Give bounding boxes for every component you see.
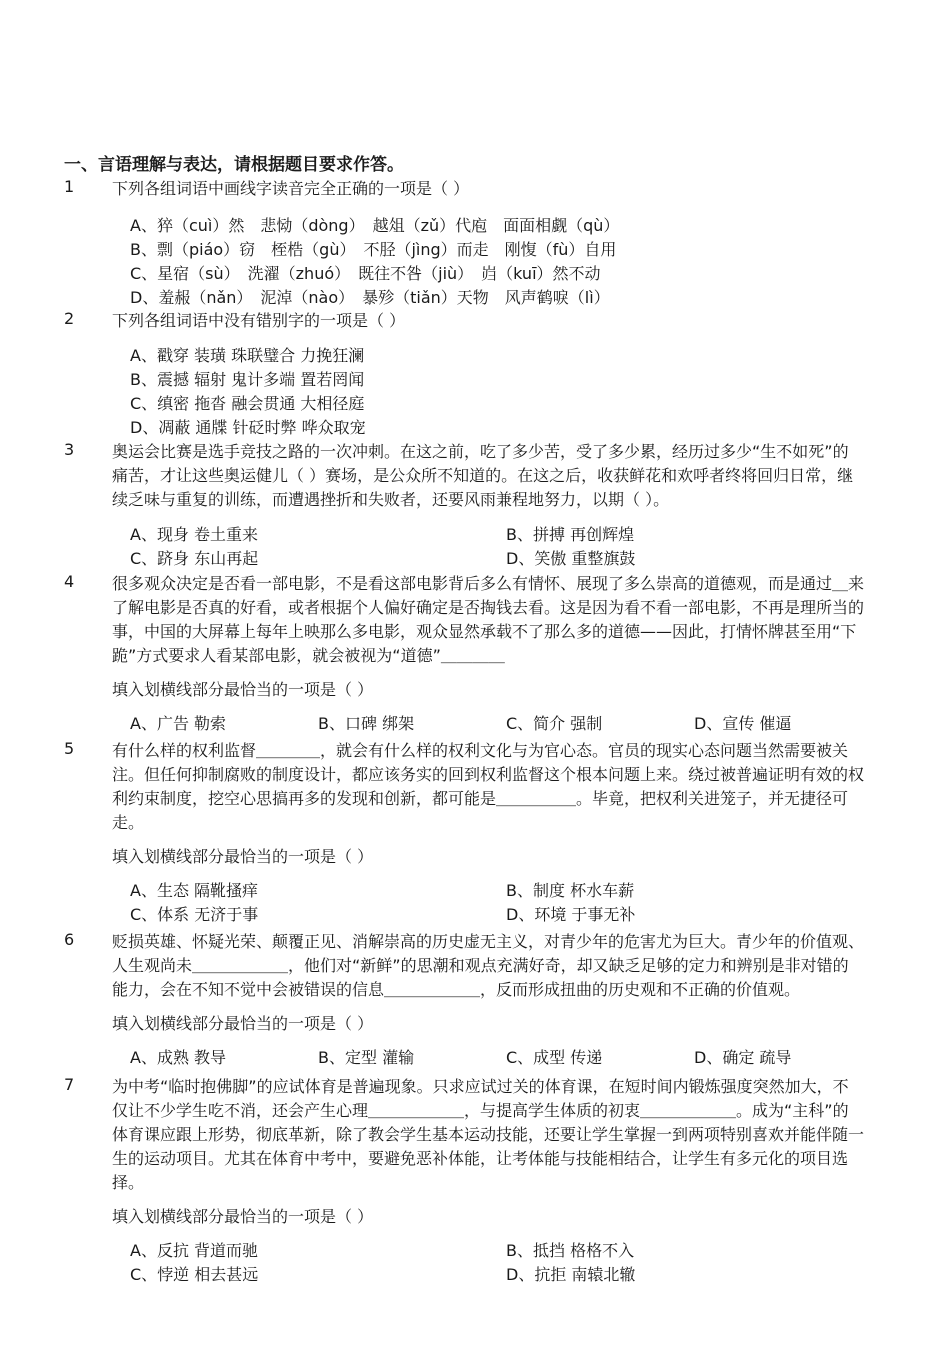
question-text: 下列各组词语中画线字读音完全正确的一项是（ ） xyxy=(112,179,470,198)
option-a: A、生态 隔靴搔痒 xyxy=(130,881,259,900)
fill-prompt: 填入划横线部分最恰当的一项是（ ） xyxy=(112,1207,374,1226)
question-text: 为中考“临时抱佛脚”的应试体育是普遍现象。只求应试过关的体育课，在短时间内锻炼强度突然加大，不仅让不少学生吃不消，还会产生心理＿＿＿＿＿＿，与提高学生体质的初衷＿＿＿＿＿＿。成为“主科”的体育课应跟上形势，彻底革新，除了教会学生基本运动技能，还要让学生掌握一到两项特别喜欢并能伴随一生的运动项目。尤其在体育中考中，要避免恶补体能，让考体能与技能相结合，让学生有多元化的项目选择。 xyxy=(112,1077,865,1192)
options xyxy=(130,712,864,736)
question-number: 5 xyxy=(64,739,75,758)
option-d: D、笑傲 重整旗鼓 xyxy=(506,549,636,568)
question-text: 有什么样的权利监督＿＿＿＿，就会有什么样的权利文化与为官心态。官员的现实心态问题当然需要被关注。但任何抑制腐败的制度设计，都应该务实的回到权利监督这个根本问题上来。绕过被普遍证明有效的权利约束制度，挖空心思搞再多的发现和创新，都可能是＿＿＿＿＿。毕竟，把权利关进笼子，并无捷径可走。 xyxy=(112,741,865,832)
option-b: B、制度 杯水车薪 xyxy=(506,881,635,900)
option-c: C、缜密 拖沓 融会贯通 大相径庭 xyxy=(130,394,365,413)
question-text: 贬损英雄、怀疑光荣、颠覆正见、消解崇高的历史虚无主义，对青少年的危害尤为巨大。青少年的价值观、人生观尚未＿＿＿＿＿＿，他们对“新鲜”的思潮和观点充满好奇，却又缺乏足够的定力和辨别是非对错的能力，会在不知不觉中会被错误的信息＿＿＿＿＿＿，反而形成扭曲的历史观和不正确的价值观。 xyxy=(112,932,865,999)
fill-prompt: 填入划横线部分最恰当的一项是（ ） xyxy=(112,847,374,866)
question-number: 1 xyxy=(64,177,75,196)
option-b: B、口碑 绑架 xyxy=(318,714,415,733)
question-number: 4 xyxy=(64,572,75,591)
options xyxy=(130,523,864,571)
question-3 xyxy=(64,440,864,571)
option-b: B、拼搏 再创辉煌 xyxy=(506,525,635,544)
option-b: B、抵挡 格格不入 xyxy=(506,1241,635,1260)
option-d: D、确定 疏导 xyxy=(694,1048,792,1067)
option-a: A、戳穿 装璜 珠联璧合 力挽狂澜 xyxy=(130,346,365,365)
option-c: C、简介 强制 xyxy=(506,714,603,733)
option-b: B、剽（piáo）窃 桎梏（gù） 不胫（jìng）而走 刚愎（fù）自用 xyxy=(130,240,617,259)
option-a: A、广告 勒索 xyxy=(130,714,227,733)
fill-prompt: 填入划横线部分最恰当的一项是（ ） xyxy=(112,1014,374,1033)
question-1 xyxy=(64,177,864,310)
question-number: 2 xyxy=(64,309,75,328)
option-a: A、猝（cuì）然 悲恸（dòng） 越俎（zǔ）代庖 面面相觑（qù） xyxy=(130,216,620,235)
question-2 xyxy=(64,309,864,440)
option-b: B、定型 灌输 xyxy=(318,1048,415,1067)
question-number: 6 xyxy=(64,930,75,949)
option-d: D、宣传 催逼 xyxy=(694,714,792,733)
option-c: C、星宿（sù） 洗濯（zhuó） 既往不咎（jiù） 岿（kuī）然不动 xyxy=(130,264,601,283)
option-c: C、成型 传递 xyxy=(506,1048,603,1067)
option-a: A、反抗 背道而驰 xyxy=(130,1241,259,1260)
question-4 xyxy=(64,572,864,736)
fill-prompt: 填入划横线部分最恰当的一项是（ ） xyxy=(112,680,374,699)
option-d: D、羞赧（nǎn） 泥淖（nào） 暴殄（tiǎn）天物 风声鹤唳（lì） xyxy=(130,288,610,307)
question-text: 下列各组词语中没有错别字的一项是（ ） xyxy=(112,311,406,330)
section-title: 一、言语理解与表达，请根据题目要求作答。 xyxy=(64,155,404,175)
option-d: D、抗拒 南辕北辙 xyxy=(506,1265,636,1284)
option-c: C、体系 无济于事 xyxy=(130,905,259,924)
option-b: B、震撼 辐射 鬼计多端 置若罔闻 xyxy=(130,370,365,389)
question-5 xyxy=(64,739,864,927)
options xyxy=(130,214,864,310)
options xyxy=(130,1046,864,1070)
question-number: 7 xyxy=(64,1075,75,1094)
question-number: 3 xyxy=(64,440,75,459)
options xyxy=(130,879,864,927)
option-a: A、现身 卷土重来 xyxy=(130,525,259,544)
question-7 xyxy=(64,1075,864,1287)
question-text: 奥运会比赛是选手竞技之路的一次冲刺。在这之前，吃了多少苦，受了多少累，经历过多少“生不如死”的痛苦，才让这些奥运健儿（ ）赛场，是公众所不知道的。在这之后，收获鲜花和欢呼者终将回归日常，继续乏味与重复的训练，而遭遇挫折和失败者，还要风雨兼程地努力，以期（ ）。 xyxy=(112,442,854,509)
option-d: D、环境 于事无补 xyxy=(506,905,636,924)
question-6 xyxy=(64,930,864,1070)
option-d: D、凋蔽 通牒 针砭时弊 哗众取宠 xyxy=(130,418,366,437)
options xyxy=(130,1239,864,1287)
question-text: 很多观众决定是否看一部电影，不是看这部电影背后多么有情怀、展现了多么崇高的道德观，而是通过＿来了解电影是否真的好看，或者根据个人偏好确定是否掏钱去看。这是因为看不看一部电影，不再是理所当的事，中国的大屏幕上每年上映那么多电影，观众显然承载不了那么多的道德——因此，打情怀牌甚至用“下跪”方式要求人看某部电影，就会被视为“道德”＿＿＿＿ xyxy=(112,574,865,665)
options xyxy=(130,344,864,440)
option-c: C、跻身 东山再起 xyxy=(130,549,259,568)
option-c: C、悖逆 相去甚远 xyxy=(130,1265,259,1284)
option-a: A、成熟 教导 xyxy=(130,1048,227,1067)
